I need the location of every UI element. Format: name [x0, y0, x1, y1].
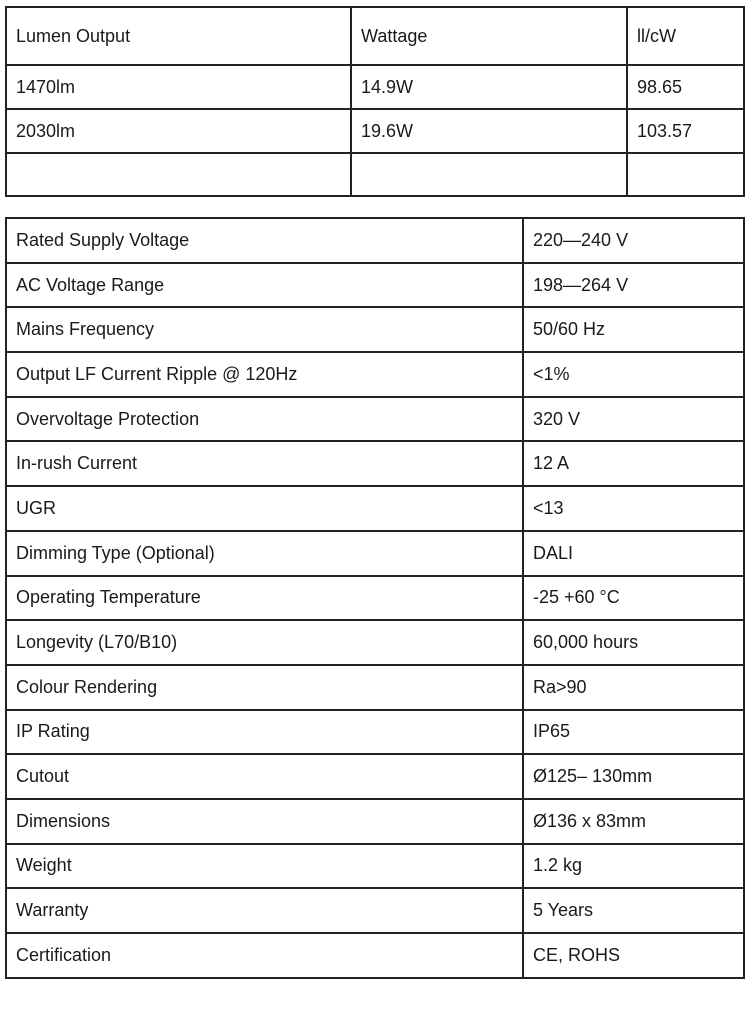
- spec-label: In-rush Current: [6, 441, 523, 486]
- spec-row: [6, 576, 744, 621]
- spec-value: 5 Years: [523, 888, 744, 933]
- header-efficacy: ll/cW: [627, 7, 744, 65]
- spec-label: Rated Supply Voltage: [6, 218, 523, 263]
- spec-label: Dimensions: [6, 799, 523, 844]
- spec-row: [6, 307, 744, 352]
- header-lumen-output: Lumen Output: [6, 7, 351, 65]
- spec-row: [6, 933, 744, 978]
- header-wattage: Wattage: [351, 7, 627, 65]
- lumen-output-cell: [6, 153, 351, 196]
- table-header-row: [6, 7, 744, 65]
- spec-value: 60,000 hours: [523, 620, 744, 665]
- spec-value: <13: [523, 486, 744, 531]
- spec-label: AC Voltage Range: [6, 263, 523, 308]
- spec-row: [6, 397, 744, 442]
- spec-label: Cutout: [6, 754, 523, 799]
- table-row: [6, 109, 744, 153]
- spec-row: [6, 531, 744, 576]
- spec-label: Overvoltage Protection: [6, 397, 523, 442]
- efficacy-cell: 98.65: [627, 65, 744, 109]
- spec-label: Warranty: [6, 888, 523, 933]
- spec-label: Mains Frequency: [6, 307, 523, 352]
- wattage-cell: 14.9W: [351, 65, 627, 109]
- spec-row: [6, 441, 744, 486]
- spec-row: [6, 710, 744, 755]
- spec-label: Certification: [6, 933, 523, 978]
- table-row-empty: [6, 153, 744, 196]
- spec-value: Ø125– 130mm: [523, 754, 744, 799]
- spec-value: 198—264 V: [523, 263, 744, 308]
- spec-row: [6, 665, 744, 710]
- lumen-output-cell: 1470lm: [6, 65, 351, 109]
- spec-label: Colour Rendering: [6, 665, 523, 710]
- specifications-table: [5, 217, 745, 979]
- wattage-cell: [351, 153, 627, 196]
- spec-value: CE, ROHS: [523, 933, 744, 978]
- spec-value: 220—240 V: [523, 218, 744, 263]
- spec-row: [6, 620, 744, 665]
- spec-value: 320 V: [523, 397, 744, 442]
- lumen-output-table: [5, 6, 745, 197]
- spec-value: DALI: [523, 531, 744, 576]
- spec-row: [6, 844, 744, 889]
- spec-label: Weight: [6, 844, 523, 889]
- spec-value: Ra>90: [523, 665, 744, 710]
- table-row: [6, 65, 744, 109]
- spec-row: [6, 799, 744, 844]
- spec-label: Dimming Type (Optional): [6, 531, 523, 576]
- spec-label: UGR: [6, 486, 523, 531]
- wattage-cell: 19.6W: [351, 109, 627, 153]
- spec-value: Ø136 x 83mm: [523, 799, 744, 844]
- lumen-output-cell: 2030lm: [6, 109, 351, 153]
- spec-row: [6, 352, 744, 397]
- spec-value: 1.2 kg: [523, 844, 744, 889]
- spec-label: IP Rating: [6, 710, 523, 755]
- spec-value: <1%: [523, 352, 744, 397]
- spec-row: [6, 754, 744, 799]
- efficacy-cell: [627, 153, 744, 196]
- spec-row: [6, 888, 744, 933]
- efficacy-cell: 103.57: [627, 109, 744, 153]
- spec-label: Output LF Current Ripple @ 120Hz: [6, 352, 523, 397]
- spec-label: Longevity (L70/B10): [6, 620, 523, 665]
- spec-row: [6, 218, 744, 263]
- spec-row: [6, 263, 744, 308]
- spec-value: 12 A: [523, 441, 744, 486]
- spec-value: IP65: [523, 710, 744, 755]
- spec-value: -25 +60 °C: [523, 576, 744, 621]
- spec-value: 50/60 Hz: [523, 307, 744, 352]
- spec-row: [6, 486, 744, 531]
- spec-label: Operating Temperature: [6, 576, 523, 621]
